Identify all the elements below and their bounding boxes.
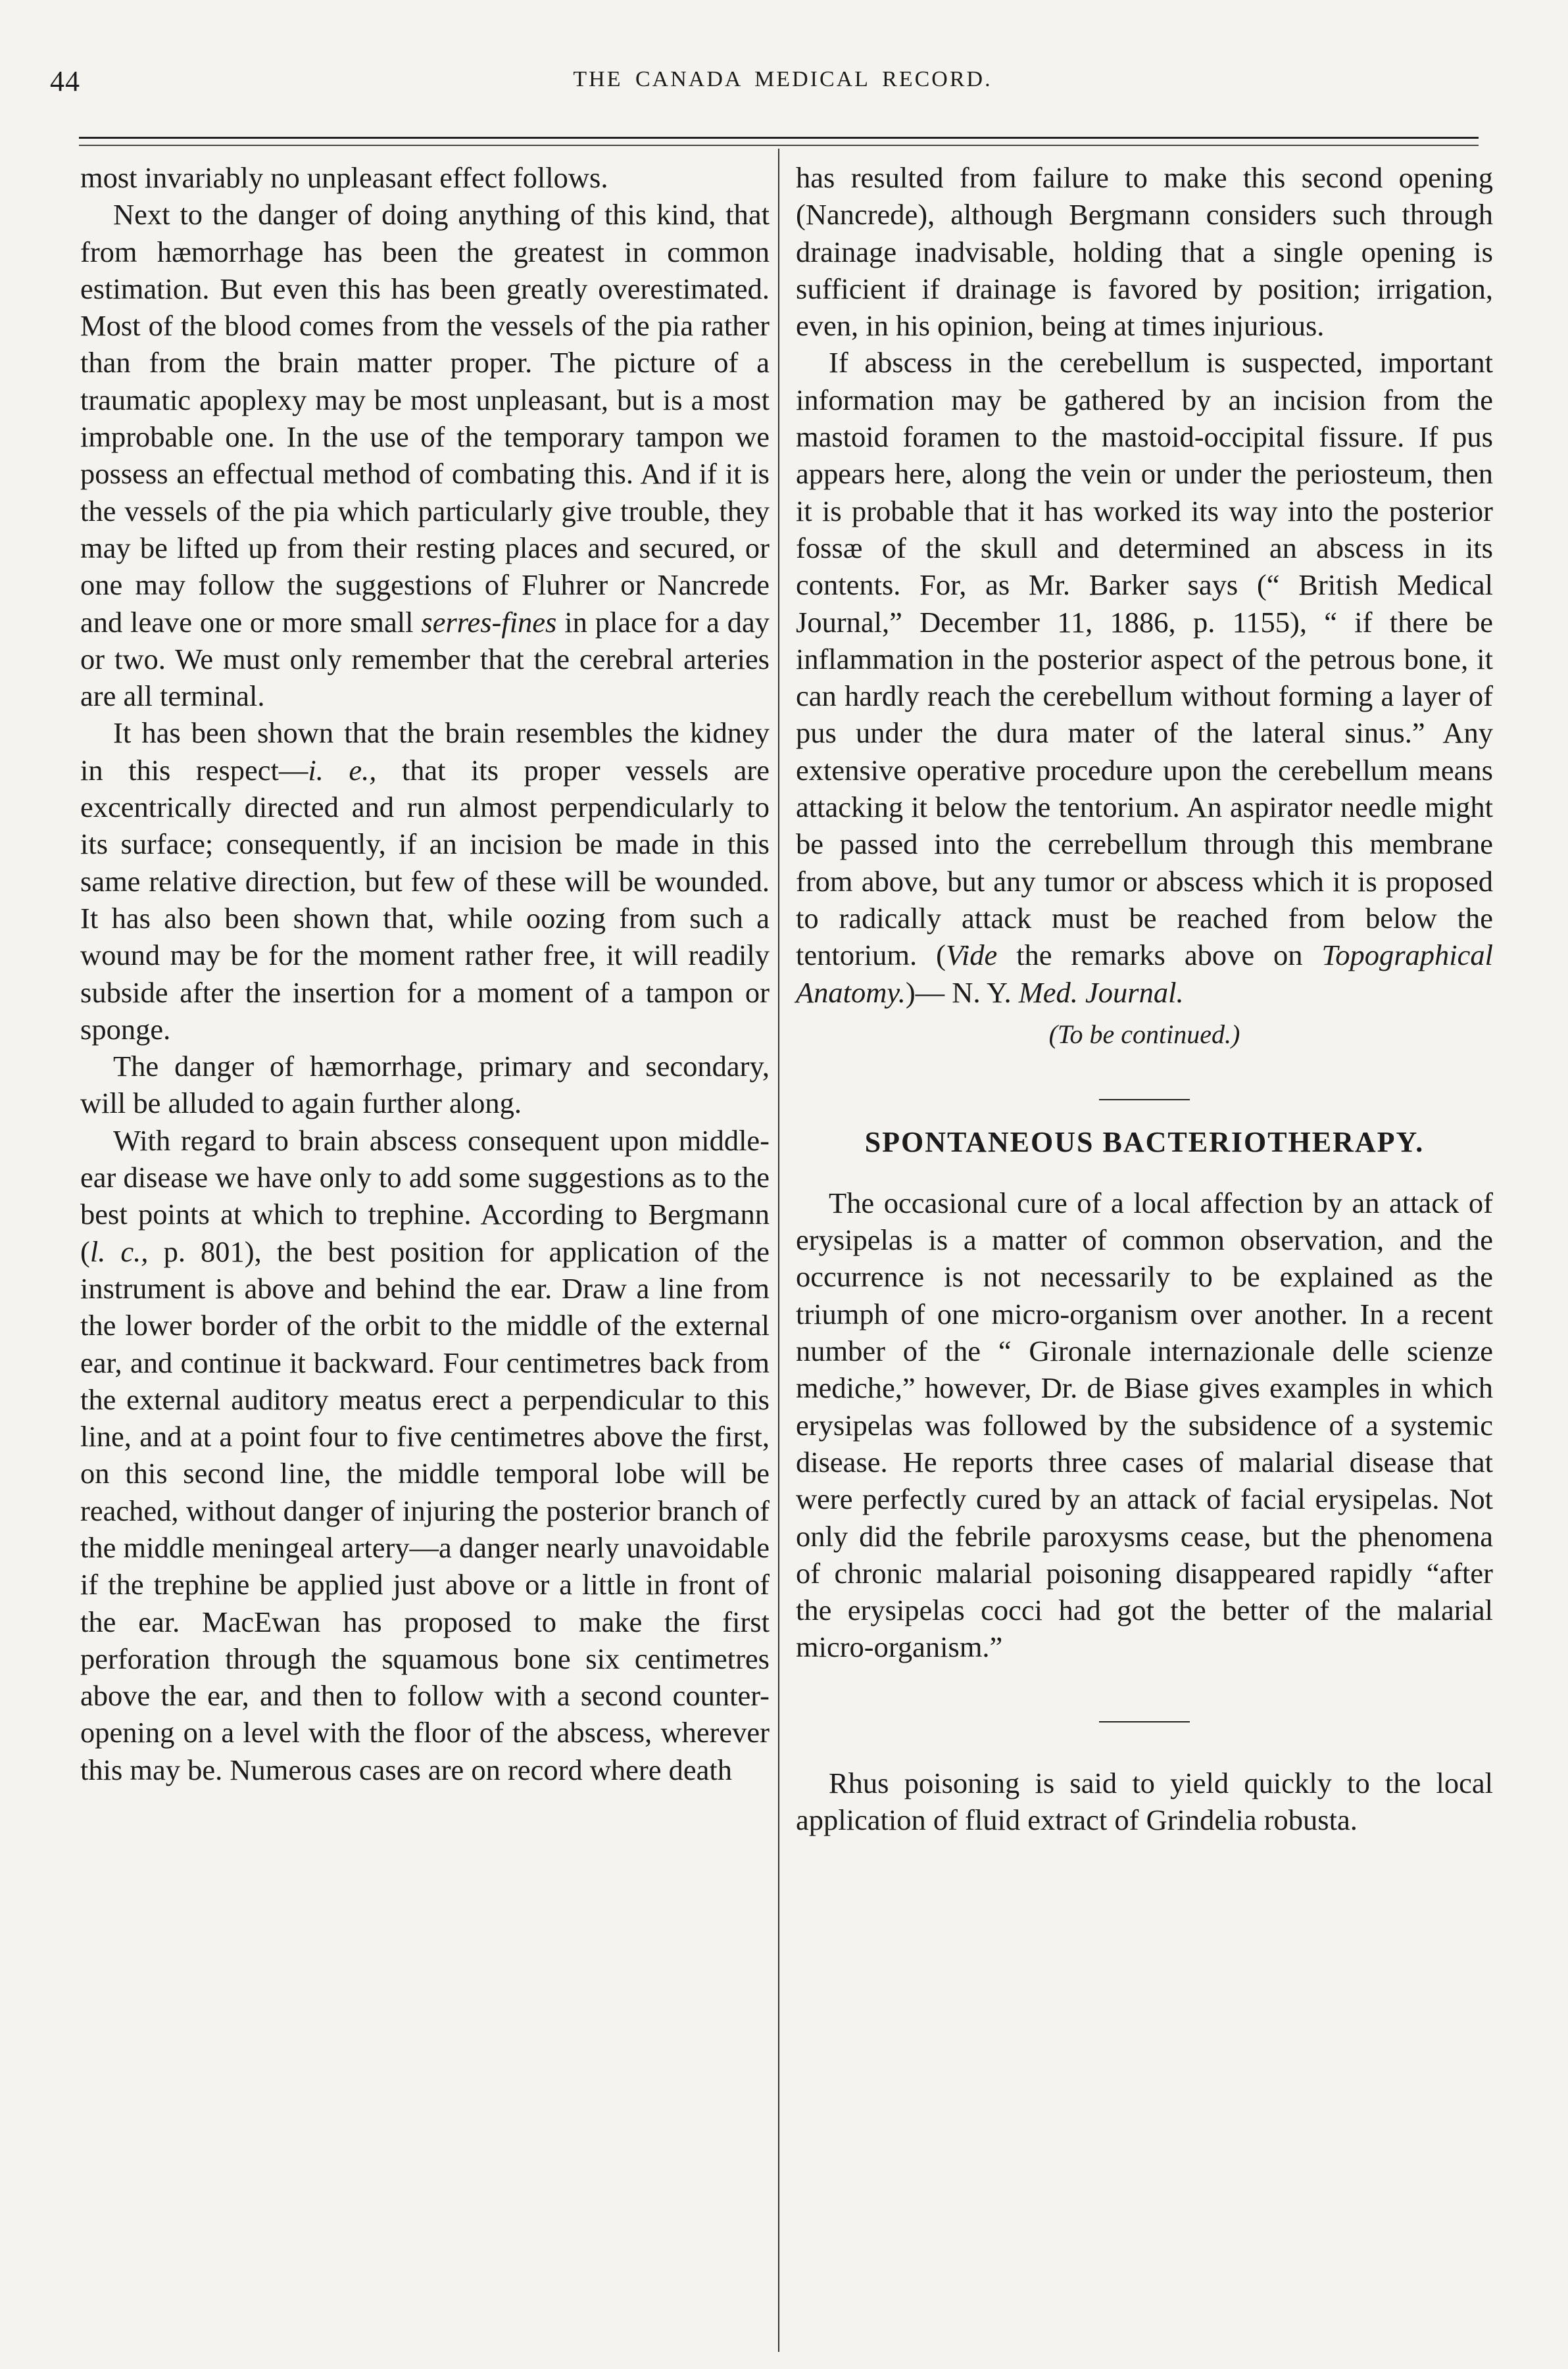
paragraph <box>80 714 770 1048</box>
italic-term: i. e., <box>308 753 377 787</box>
spacer <box>796 1666 1493 1721</box>
paragraph-text: It has been shown that the brain resembles the kidney in this respect— <box>80 716 770 787</box>
italic-term: Med. Journal. <box>1018 975 1184 1009</box>
paragraph-text: Next to the danger of doing anything of this kind, that from hæmorrhage has been the greatest in common estimation. But even this has been greatly overestimated. Most of the blood comes from the vessels of the pia rather than from the brain matter proper. The picture of a traumatic apoplexy may be most unpleasant, but is a most improbable one. In the use of the temporary tampon we possess an effectual method of combating this. And if it is the vessels of the pia which particularly give trouble, they may be lifted up from their resting places and secured, or one may follow the suggestions of Fluhrer or Nancrede and leave one or more small <box>80 198 770 639</box>
page-header <box>46 64 1519 110</box>
spacer <box>796 1722 1493 1765</box>
paragraph-text: )— N. Y. <box>905 975 1012 1009</box>
paragraph-text: If abscess in the cerebellum is suspected, important information may be gathered by an incision from the mastoid foramen to the mastoid-occipital fissure. If pus appears here, along the vein or under the periosteum, then it is probable that it has worked its way into the posterior fossæ of the skull and determined an abscess in its contents. For, as Mr. Barker says (“ British Medical Journal,” December 11, 1886, p. 1155), “ if there be inflammation in the posterior aspect of the petrous bone, it can hardly reach the cerebellum without forming a layer of pus under the dura mater of the lateral sinus.” Any extensive operative procedure upon the cerebellum means attacking it below the tentorium. An aspirator needle might be passed into the cerrebellum through this membrane from above, but any tumor or abscess which it is proposed to radically attack must be reached from below the tentorium. ( <box>796 346 1493 972</box>
paragraph <box>80 1048 770 1122</box>
italic-term: l. c., <box>89 1234 149 1268</box>
column-divider <box>778 149 779 2352</box>
page-number: 44 <box>50 65 80 97</box>
paragraph-text: With regard to brain abscess consequent upon middle-ear disease we have only to add some suggestions as to the best points at which to trephine. According to Bergmann ( <box>80 1123 770 1268</box>
paragraph-text: p. 801), the best position for application of the instrument is above and behind the ear. Draw a line from the lower border of the orbit to the middle of the external ear, and continue it backward. Four centimetres back from the external auditory meatus erect a perpendicular to this line, and at a point four to five centimetres above the first, on this second line, the middle temporal lobe will be reached, without danger of injuring the posterior branch of the middle meningeal artery—a danger nearly unavoidable if the trephine be applied just above or a little in front of the ear. MacEwan has proposed to make the first perforation through the squamous bone six centimetres above the ear, and then to follow with a second counter-opening on a level with the floor of the abscess, wherever this may be. Numerous cases are on record where death <box>80 1234 770 1786</box>
paragraph-text: has resulted from failure to make this second opening (Nancrede), although Bergmann considers such through drainage inadvisable, holding that a single opening is sufficient if drainage is favored by position; irrigation, even, in his opinion, being at times injurious. <box>796 161 1493 343</box>
paragraph-text: The danger of hæmorrhage, primary and secondary, will be alluded to again further along. <box>80 1050 770 1120</box>
paragraph-text: that its proper vessels are excentrically directed and run almost perpendicularly to its surface; consequently, if an incision be made in this same relative direction, but few of these will be wounded. It has also been shown that, while oozing from such a wound may be for the moment rather free, it will readily subside after the insertion for a moment of a tampon or sponge. <box>80 753 770 1046</box>
paragraph-text: Rhus poisoning is said to yield quickly to the local application of fluid extract of Grindelia robusta. <box>796 1766 1493 1836</box>
paragraph-text: most invariably no unpleasant effect follows. <box>80 161 608 194</box>
header-rule-secondary <box>79 145 1479 146</box>
paragraph <box>796 159 1493 344</box>
section-title: SPONTANEOUS BACTERIOTHERAPY. <box>864 1125 1425 1158</box>
paragraph <box>796 344 1493 1010</box>
header-rule <box>79 137 1479 139</box>
running-head: THE CANADA MEDICAL RECORD. <box>573 67 992 91</box>
italic-term: serres-fines <box>421 605 557 639</box>
paragraph <box>80 196 770 714</box>
paragraph <box>796 1184 1493 1666</box>
paragraph <box>80 159 770 196</box>
right-column <box>796 159 1493 1838</box>
paragraph-text: in place for a day or two. We must only remember that the cerebral arteries are all terminal. <box>80 605 770 713</box>
spacer <box>796 1053 1493 1099</box>
spacer <box>796 1100 1493 1124</box>
paragraph <box>796 1765 1493 1839</box>
continued-note: (To be continued.) <box>1048 1019 1240 1049</box>
left-column <box>80 159 770 1788</box>
paragraph-text: the remarks above on <box>1016 939 1303 972</box>
paragraph-text: The occasional cure of a local affection by an attack of erysipelas is a matter of common observation, and the occurrence is not necessarily to be explained as the triumph of one micro-organism over another. In a recent number of the “ Gironale internazionale delle scienze mediche,” however, Dr. de Biase gives examples in which erysipelas was followed by the subsidence of a systemic disease. He reports three cases of malarial disease that were perfectly cured by an attack of facial erysipelas. Not only did the febrile paroxysms cease, but the phenomena of chronic malarial poisoning disappeared rapidly “after the erysipelas cocci had got the better of the malarial micro-organism.” <box>796 1186 1493 1664</box>
italic-term: Topographical Anatomy. <box>796 939 1494 1009</box>
spacer <box>796 1161 1493 1184</box>
paragraph <box>80 1122 770 1788</box>
italic-term: Vide <box>945 939 998 972</box>
